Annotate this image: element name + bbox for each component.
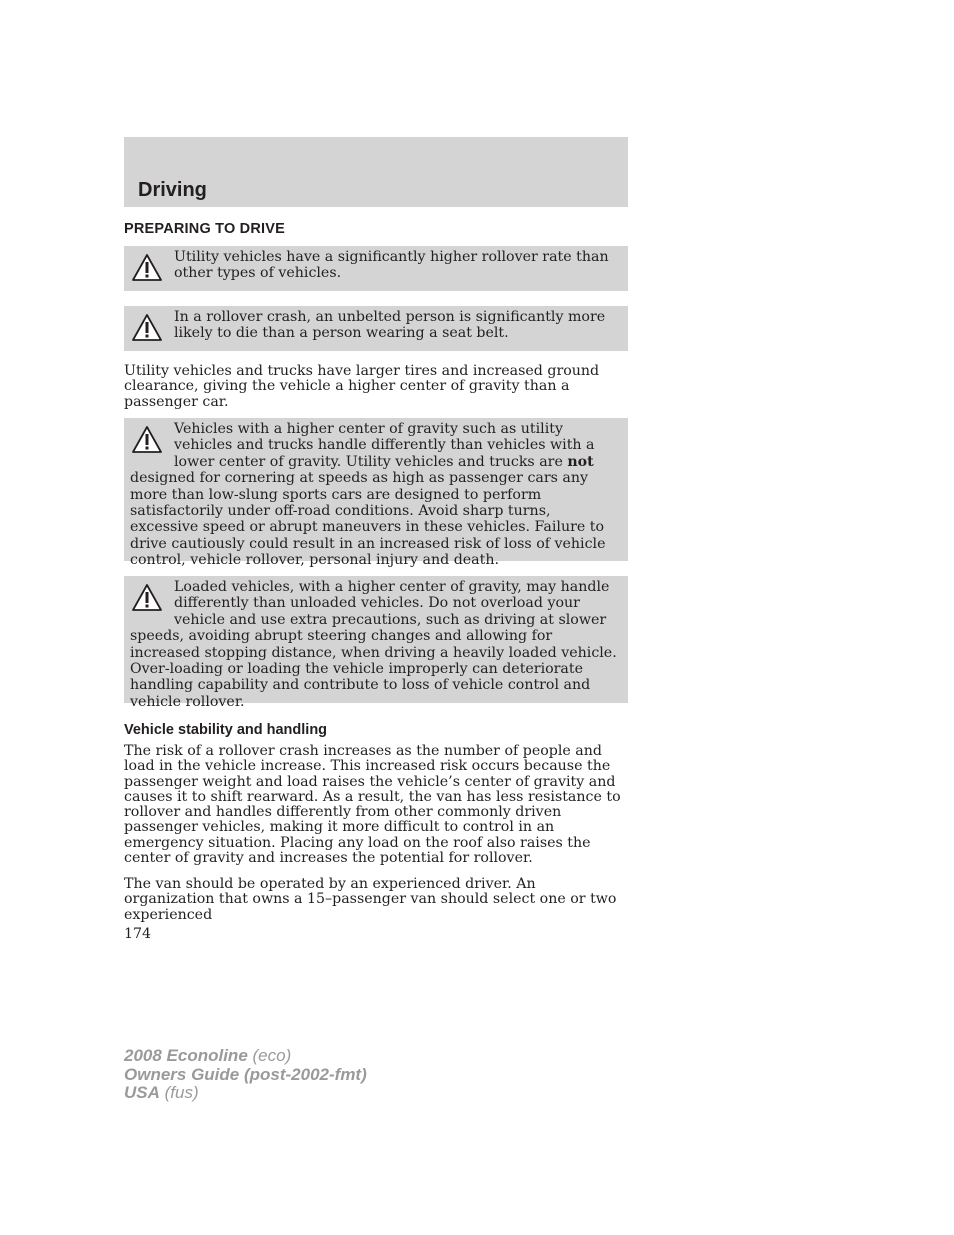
chapter-title: Driving	[138, 179, 207, 201]
warning-text-4: Loaded vehicles, with a higher center of gravity, may handle differently than unloaded vehicles. Do not overload your vehicle and use extra precautions, such as driving at slower speeds, avoiding abrupt steering changes and allowing for increased stopping distance, when driving a heavily loaded vehicle. Over-loading or loading the vehicle improperly can deteriorate handling capability and contribute to loss of vehicle control and vehicle rollover.	[130, 579, 617, 710]
warning-text-1: Utility vehicles have a significantly higher rollover rate than other types of vehicles.	[174, 249, 609, 282]
warning-box-3	[124, 418, 628, 569]
warning-box-4	[124, 576, 628, 710]
warning-text-3-emphasis: not	[567, 453, 594, 470]
page-number: 174	[124, 926, 152, 942]
footer-line-3	[124, 1084, 367, 1103]
warning-text-2: In a rollover crash, an unbelted person is significantly more likely to die than a person wearing a seat belt.	[174, 309, 606, 342]
warning-text-3-part-1: Vehicles with a higher center of gravity such as utility vehicles and trucks handle differently than vehicles with a lower center of gravity. Utility vehicles and trucks are	[174, 421, 595, 470]
warning-triangle-icon	[131, 253, 163, 283]
section-heading: PREPARING TO DRIVE	[124, 221, 285, 237]
footer-line-1	[124, 1047, 367, 1066]
footer-guide: Owners Guide (post-2002-fmt)	[124, 1064, 367, 1084]
operator-paragraph: The van should be operated by an experienced driver. An organization that owns a 15–passenger van should select one or two experienced	[124, 876, 617, 923]
intro-paragraph: Utility vehicles and trucks have larger tires and increased ground clearance, giving the vehicle a higher center of gravity than a passenger car.	[124, 363, 600, 410]
warning-triangle-icon	[131, 583, 163, 613]
footer-market: USA	[124, 1083, 160, 1102]
footer-model-code: (eco)	[252, 1046, 292, 1065]
warning-box-1	[124, 246, 628, 291]
warning-triangle-icon	[131, 425, 163, 455]
footer-line-2	[124, 1066, 367, 1085]
warning-triangle-icon	[131, 313, 163, 343]
stability-paragraph: The risk of a rollover crash increases as the number of people and load in the vehicle increase. This increased risk occurs because the passenger weight and load raises the vehicle’s center of gravity and causes it to shift rearward. As a result, the van has less resistance to rollover and handles differently from other commonly driven passenger vehicles, making it more difficult to control in an emergency situation. Placing any load on the roof also raises the center of gravity and increases the potential for rollover.	[124, 743, 621, 867]
subsection-heading: Vehicle stability and handling	[124, 722, 328, 738]
footer-market-code: (fus)	[164, 1083, 199, 1102]
chapter-header-band	[124, 137, 628, 207]
warning-text-3-part-2: designed for cornering at speeds as high as passenger cars any more than low-slung sports cars are designed to perform satisfactorily under off-road conditions. Avoid sharp turns, excessive speed or abrupt maneuvers in these vehicles. Failure to drive cautiously could result in an increased risk of loss of vehicle control, vehicle rollover, personal injury and death.	[130, 470, 606, 569]
document-footer	[124, 1047, 367, 1103]
warning-box-2	[124, 306, 628, 351]
footer-model: 2008 Econoline	[124, 1046, 248, 1065]
